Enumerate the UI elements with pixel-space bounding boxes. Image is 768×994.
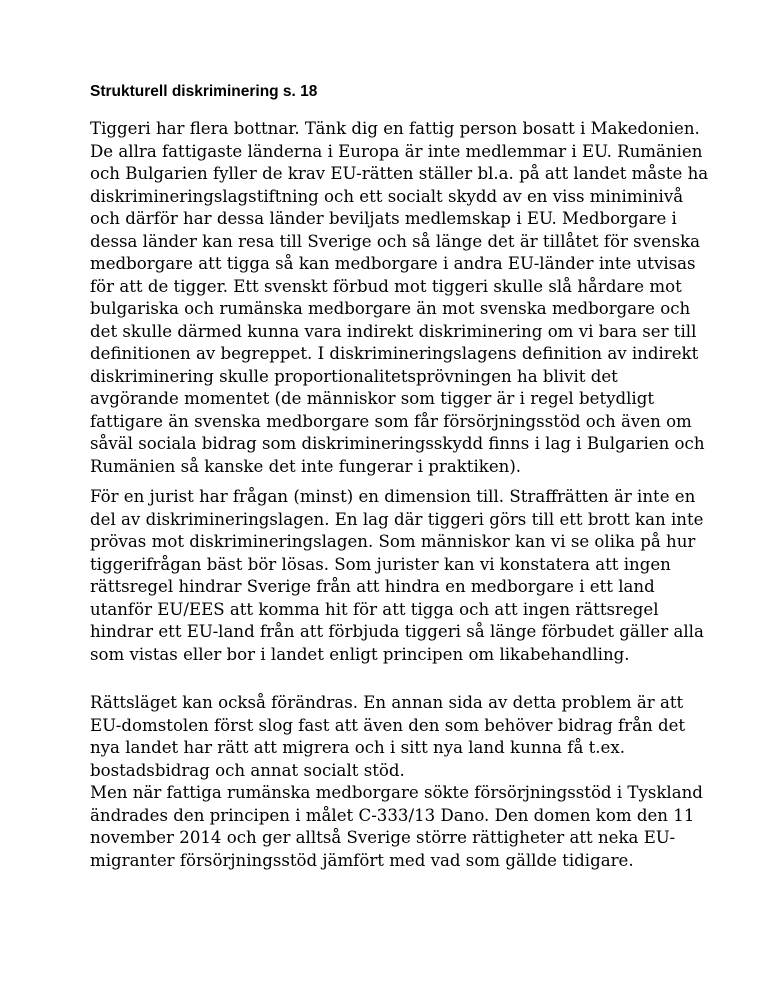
- text-line: medborgare att tigga så kan medborgare i andra EU-länder inte utvisas: [90, 254, 696, 273]
- document-body: [90, 118, 709, 872]
- paragraph-1: [90, 118, 709, 478]
- text-line: rättsregel hindrar Sverige från att hindra en medborgare i ett land: [90, 577, 655, 596]
- text-line: Men när fattiga rumänska medborgare sökte försörjningsstöd i Tyskland: [90, 783, 703, 802]
- text-line: För en jurist har frågan (minst) en dimension till. Straffrätten är inte en: [90, 487, 696, 506]
- text-line: hindrar ett EU-land från att förbjuda tiggeri så länge förbudet gäller alla: [90, 622, 704, 641]
- text-line: EU-domstolen först slog fast att även den som behöver bidrag från det: [90, 715, 686, 735]
- text-line: nya landet har rätt att migrera och i sitt nya land kunna få t.ex.: [90, 738, 626, 757]
- text-line: ändrades den principen i målet C-333/13 Dano. Den domen kom den 11: [90, 805, 695, 825]
- text-line: diskrimineringslagstiftning och ett socialt skydd av en viss miniminivå: [90, 186, 684, 206]
- text-line: som vistas eller bor i landet enligt principen om likabehandling.: [90, 644, 630, 664]
- text-line: definitionen av begreppet. I diskrimineringslagens definition av indirekt: [90, 344, 699, 363]
- text-line: prövas mot diskrimineringslagen. Som människor kan vi se olika på hur: [90, 532, 696, 551]
- text-line: för att de tigger. Ett svenskt förbud mot tiggeri skulle slå hårdare mot: [90, 276, 682, 296]
- text-line: bostadsbidrag och annat socialt stöd.: [90, 760, 405, 780]
- text-line: del av diskrimineringslagen. En lag där tiggeri görs till ett brott kan inte: [90, 509, 704, 529]
- text-line: såväl sociala bidrag som diskrimineringsskydd finns i lag i Bulgarien och: [90, 434, 705, 453]
- text-line: migranter försörjningsstöd jämfört med vad som gällde tidigare.: [90, 850, 634, 870]
- paragraph-spacer: [90, 666, 690, 692]
- paragraph-2: [90, 486, 704, 666]
- text-line: bulgariska och rumänska medborgare än mot svenska medborgare och: [90, 299, 691, 318]
- text-line: utanför EU/EES att komma hit för att tigga och att ingen rättsregel: [90, 599, 659, 619]
- text-line: diskriminering skulle proportionalitetsprövningen ha blivit det: [90, 366, 618, 386]
- text-line: Tiggeri har flera bottnar. Tänk dig en fattig person bosatt i Makedonien.: [90, 119, 700, 138]
- text-line: fattigare än svenska medborgare som får försörjningsstöd och även om: [90, 411, 692, 431]
- text-line: dessa länder kan resa till Sverige och så länge det är tillåtet för svenska: [90, 231, 701, 251]
- text-line: det skulle därmed kunna vara indirekt diskriminering om vi bara ser till: [90, 321, 697, 341]
- paragraph-spacer: [90, 478, 690, 486]
- text-line: och Bulgarien fyller de krav EU-rätten ställer bl.a. på att landet måste ha: [90, 164, 709, 183]
- paragraph-3: [90, 692, 703, 872]
- text-line: Rättsläget kan också förändras. En annan sida av detta problem är att: [90, 693, 684, 712]
- text-line: avgörande momentet (de människor som tigger är i regel betydligt: [90, 389, 655, 408]
- text-line: tiggerifrågan bäst bör lösas. Som jurister kan vi konstatera att ingen: [90, 554, 671, 574]
- text-line: De allra fattigaste länderna i Europa är inte medlemmar i EU. Rumänien: [90, 141, 703, 161]
- text-line: Rumänien så kanske det inte fungerar i praktiken).: [90, 456, 522, 476]
- text-line: november 2014 och ger alltså Sverige större rättigheter att neka EU-: [90, 828, 676, 847]
- document-heading: Strukturell diskriminering s. 18: [90, 83, 318, 100]
- text-line: och därför har dessa länder beviljats medlemskap i EU. Medborgare i: [90, 209, 677, 228]
